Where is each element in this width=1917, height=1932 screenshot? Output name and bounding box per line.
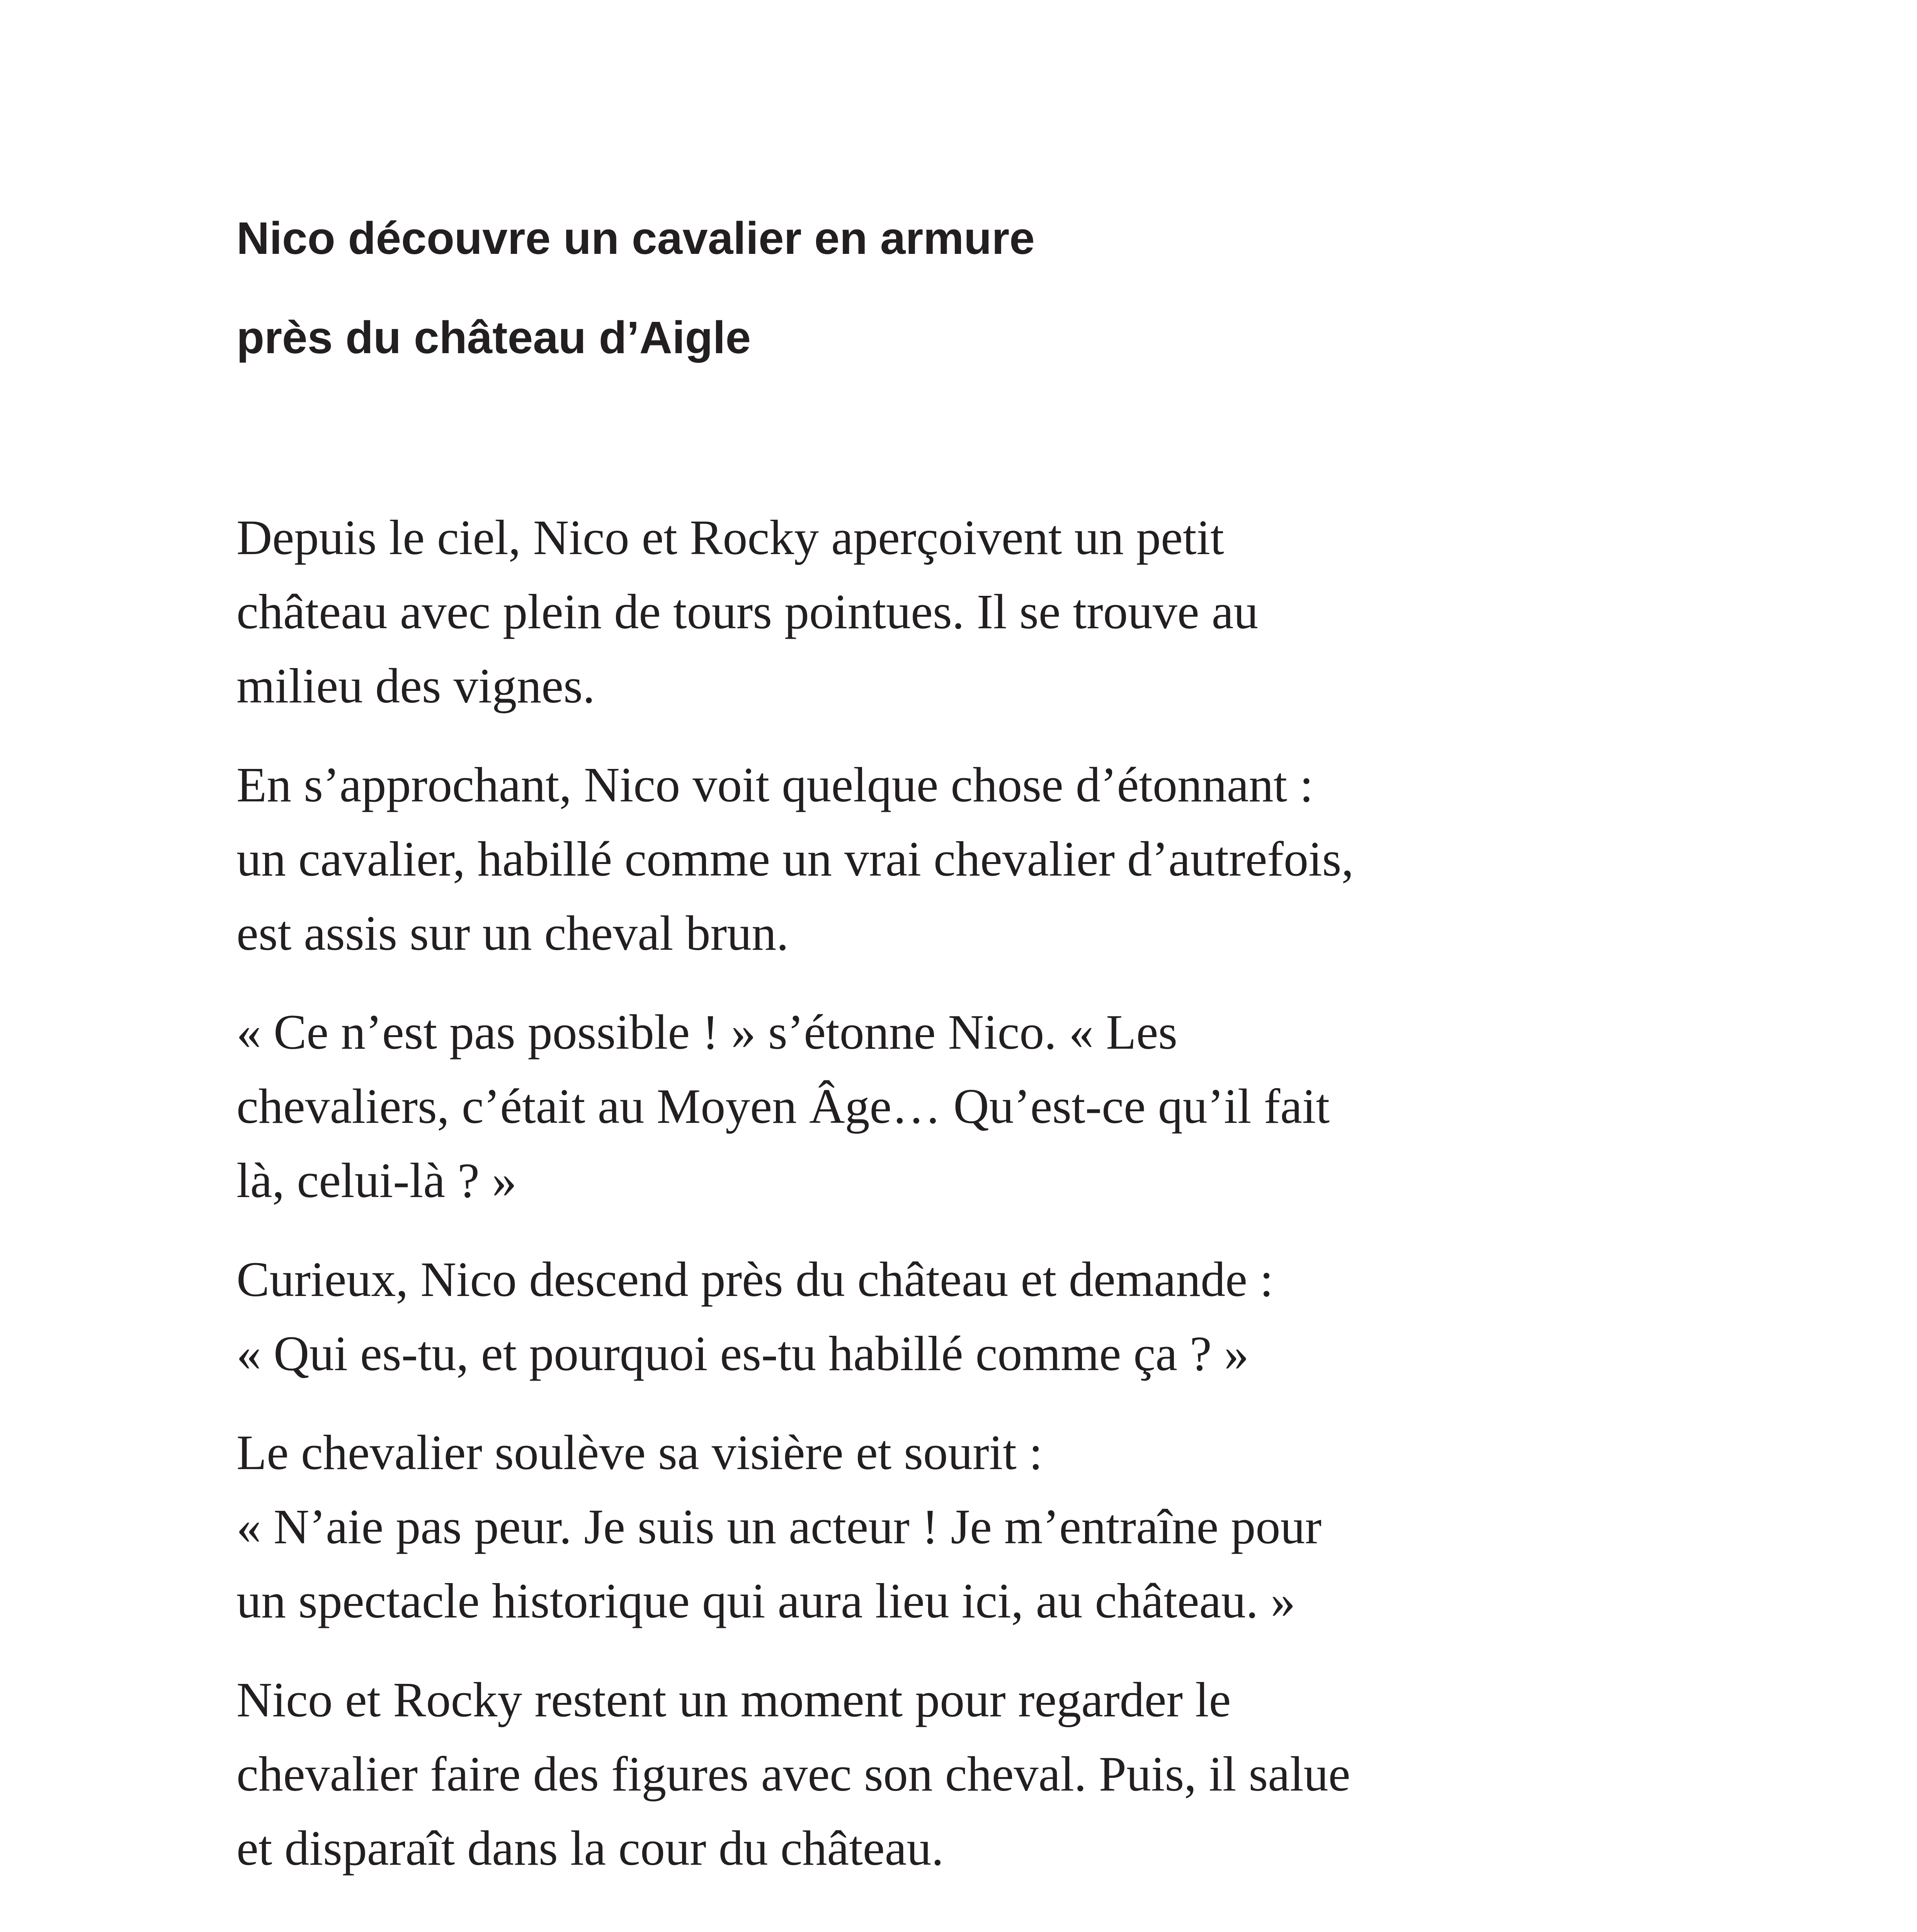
- paragraph-6-line-3: et disparaît dans la cour du château.: [236, 1821, 944, 1876]
- paragraph-2-line-2: un cavalier, habillé comme un vrai chevalier d’autrefois,: [236, 832, 1354, 886]
- story-text: [236, 500, 1454, 1910]
- paragraph-5-line-2: « N’aie pas peur. Je suis un acteur ! Je m’entraîne pour: [236, 1499, 1322, 1554]
- paragraph-3: [236, 995, 1454, 1218]
- paragraph-4-line-1: Curieux, Nico descend près du château et demande :: [236, 1252, 1274, 1307]
- paragraph-2-line-1: En s’approchant, Nico voit quelque chose d’étonnant :: [236, 757, 1313, 812]
- paragraph-6-line-2: chevalier faire des figures avec son cheval. Puis, il salue: [236, 1747, 1351, 1801]
- paragraph-1-line-2: château avec plein de tours pointues. Il se trouve au: [236, 584, 1259, 639]
- paragraph-3-line-1: « Ce n’est pas possible ! » s’étonne Nico. « Les: [236, 1005, 1178, 1060]
- chapter-title-line-1: Nico découvre un cavalier en armure: [236, 213, 1035, 264]
- paragraph-5-line-1: Le chevalier soulève sa visière et sourit :: [236, 1425, 1043, 1480]
- paragraph-3-line-2: chevaliers, c’était au Moyen Âge… Qu’est-ce qu’il fait: [236, 1079, 1330, 1134]
- paragraph-2: [236, 748, 1454, 970]
- paragraph-1-line-3: milieu des vignes.: [236, 658, 595, 713]
- paragraph-5-line-3: un spectacle historique qui aura lieu ici, au château. »: [236, 1573, 1296, 1628]
- paragraph-6-line-1: Nico et Rocky restent un moment pour regarder le: [236, 1672, 1231, 1727]
- paragraph-4-line-2: « Qui es-tu, et pourquoi es-tu habillé comme ça ? »: [236, 1326, 1249, 1381]
- paragraph-1: [236, 500, 1454, 723]
- paragraph-5: [236, 1415, 1454, 1638]
- paragraph-1-line-1: Depuis le ciel, Nico et Rocky aperçoivent un petit: [236, 510, 1224, 565]
- paragraph-4: [236, 1242, 1454, 1391]
- paragraph-6: [236, 1663, 1454, 1885]
- paragraph-2-line-3: est assis sur un cheval brun.: [236, 906, 789, 961]
- paragraph-3-line-3: là, celui-là ? »: [236, 1153, 517, 1208]
- chapter-title-line-2: près du château d’Aigle: [236, 312, 751, 363]
